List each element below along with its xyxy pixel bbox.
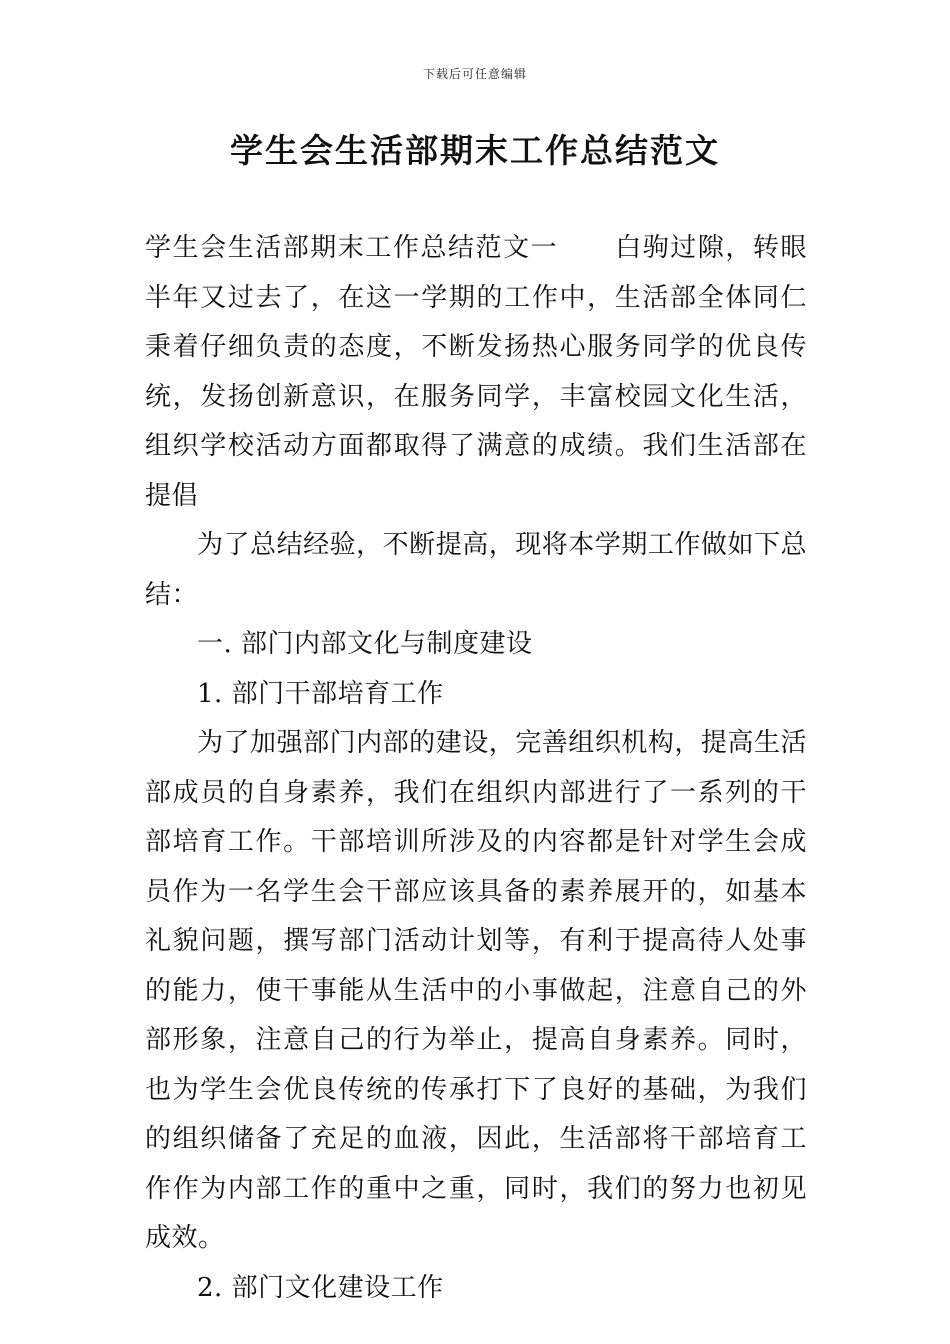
document-title: 学生会生活部期末工作总结范文: [230, 131, 720, 170]
document-body: [145, 224, 807, 1313]
header-note: 下载后可任意编辑: [422, 67, 527, 81]
cadre-training-paragraph: 为了加强部门内部的建设，完善组织机构，提高生活部成员的自身素养，我们在组织内部进行了一系列的干部培育工作。干部培训所涉及的内容都是针对学生会成员作为一名学生会干部应该具备的素养展开的，如基本礼貌问题，撰写部门活动计划等，有利于提高待人处事的能力，使干事能从生活中的小事做起，注意自己的外部形象，注意自己的行为举止，提高自身素养。同时，也为学生会优良传统的传承打下了良好的基础，为我们的组织储备了充足的血液，因此，生活部将干部培育工作作为内部工作的重中之重，同时，我们的努力也初见成效。: [145, 728, 807, 1253]
subsection-heading-2: 2. 部门文化建设工作: [197, 1272, 444, 1303]
intro-paragraph: [145, 224, 807, 521]
section-heading-1: 一. 部门内部文化与制度建设: [197, 629, 533, 659]
subsection-heading-1: 1. 部门干部培育工作: [197, 678, 444, 709]
intro-label: 学生会生活部期末工作总结范文一: [145, 233, 559, 263]
intro-text: 白驹过隙，转眼半年又过去了，在这一学期的工作中，生活部全体同仁秉着仔细负责的态度，不断发扬热心服务同学的优良传统，发扬创新意识，在服务同学，丰富校园文化生活，组织学校活动方面都取得了满意的成绩。我们生活部在提倡: [145, 233, 807, 511]
summary-paragraph: 为了总结经验，不断提高，现将本学期工作做如下总结：: [145, 530, 807, 610]
